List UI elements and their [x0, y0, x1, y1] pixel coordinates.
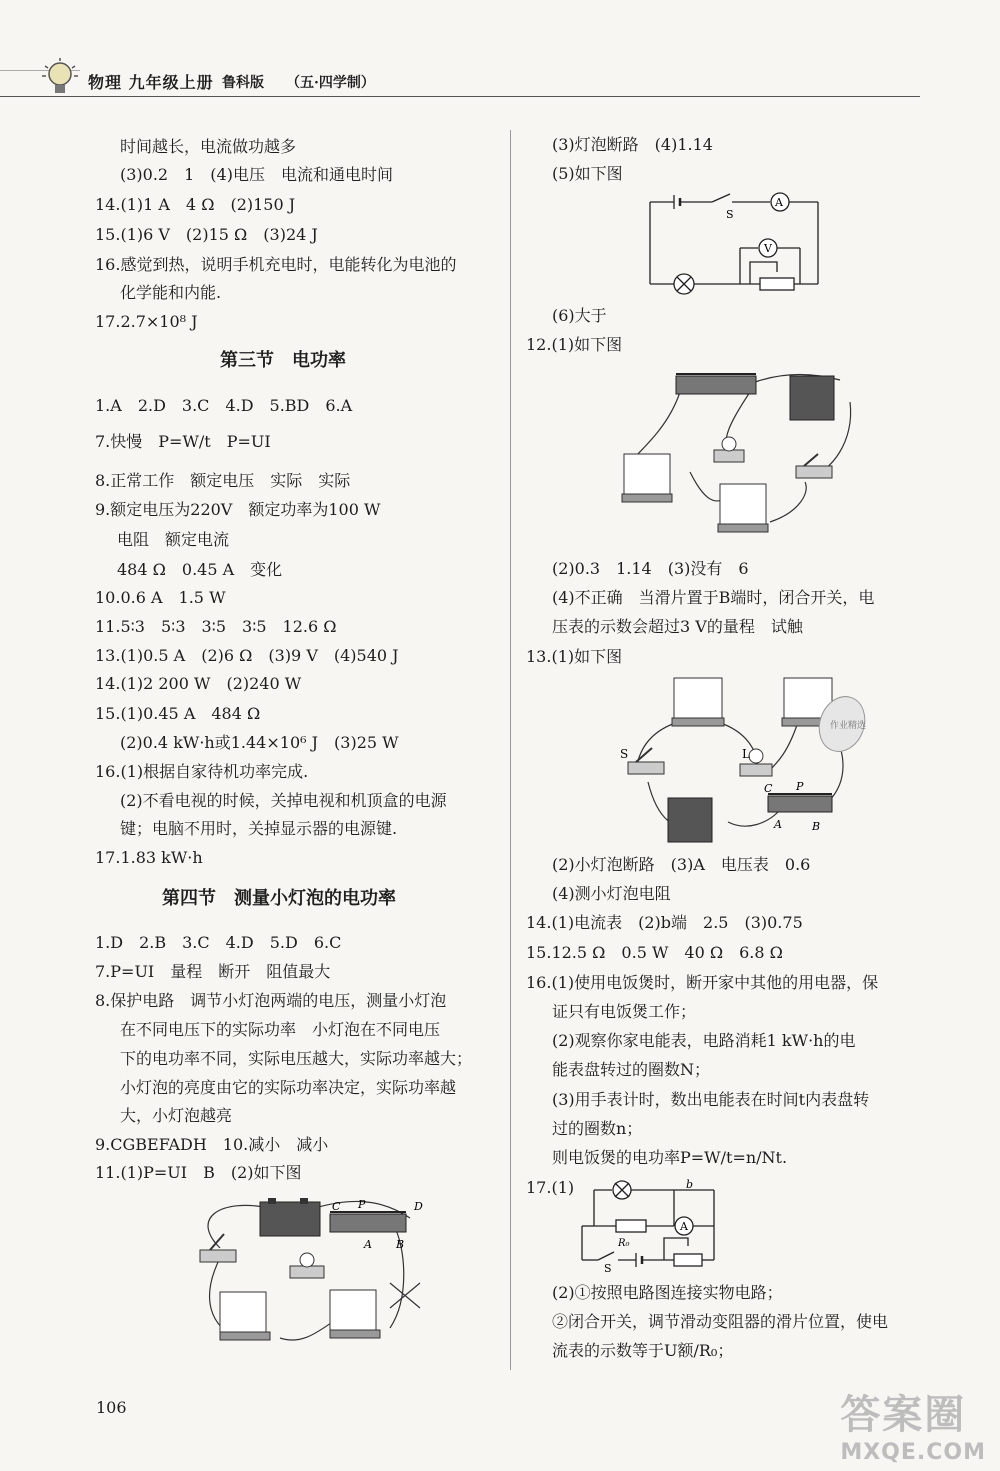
answer-line: 16.(1)根据自家待机功率完成.: [95, 762, 309, 781]
resistor-label: R₀: [618, 1238, 630, 1249]
stamp-text: 作业精选: [830, 721, 867, 731]
answer-line: 大，小灯泡越亮: [120, 1106, 233, 1125]
answer-line: 8.保护电路 调节小灯泡两端的电压，测量小灯泡: [95, 991, 447, 1010]
answer-line: 能表盘转过的圈数N；: [552, 1060, 711, 1079]
answer-line: 484 Ω 0.45 A 变化: [117, 560, 283, 579]
slider-label: P: [796, 780, 804, 793]
answer-line: 11.(1)P=UI B (2)如下图: [95, 1163, 302, 1182]
column-divider: [510, 130, 511, 1370]
answer-line: (3)灯泡断路 (4)1.14: [552, 135, 713, 154]
answer-line: 压表的示数会超过3 V的量程 试触: [552, 617, 803, 636]
watermark: [840, 1383, 986, 1465]
answer-line: 1.A 2.D 3.C 4.D 5.BD 6.A: [95, 396, 353, 415]
circuit-apparatus-figure-q11: [180, 1188, 440, 1358]
watermark-main: 答案圈: [840, 1392, 967, 1438]
answer-line: 9.CGBEFADH 10.减小 减小: [95, 1135, 329, 1154]
terminal-c-label: C: [332, 1200, 341, 1213]
answer-line: 7.P=UI 量程 断开 阻值最大: [95, 962, 331, 981]
ammeter-label: A: [680, 1220, 688, 1233]
switch-label: S: [620, 747, 629, 761]
switch-label: S: [604, 1262, 612, 1274]
terminal-b-label: B: [396, 1238, 405, 1251]
circuit-apparatus-figure-q12: [610, 362, 860, 552]
answer-line: (5)如下图: [552, 164, 623, 183]
slider-label: P: [358, 1198, 366, 1211]
answer-line: (2)小灯泡断路 (3)A 电压表 0.6: [552, 855, 811, 874]
page-header: [0, 40, 1000, 100]
circuit-apparatus-figure-q13: [618, 672, 868, 848]
answer-line: 13.(1)如下图: [526, 647, 623, 666]
answer-line: (2)0.3 1.14 (3)没有 6: [552, 559, 749, 578]
answer-line: 17.1.83 kW·h: [95, 848, 203, 867]
answer-line: 10.0.6 A 1.5 W: [95, 588, 226, 607]
lightbulb-icon: [40, 56, 80, 100]
answer-line: 小灯泡的亮度由它的实际功率决定，实际功率越: [120, 1078, 457, 1097]
answer-line: 14.(1)电流表 (2)b端 2.5 (3)0.75: [526, 913, 803, 932]
answer-line: (4)不正确 当滑片置于B端时，闭合开关，电: [552, 588, 875, 607]
voltmeter-label: V: [764, 242, 772, 255]
answer-line: 13.(1)0.5 A (2)6 Ω (3)9 V (4)540 J: [95, 646, 399, 665]
answer-line: 17.2.7×10⁸ J: [95, 312, 198, 331]
answer-line: 7.快慢 P=W/t P=UI: [95, 432, 271, 451]
answer-line: 16.感觉到热，说明手机充电时，电能转化为电池的: [95, 255, 457, 274]
answer-line: (4)测小灯泡电阻: [552, 884, 671, 903]
answer-line: 流表的示数等于U额/R₀；: [552, 1341, 734, 1360]
answer-line: (2)不看电视的时候，关掉电视和机顶盒的电源: [120, 791, 447, 810]
answer-line: (2)①按照电路图连接实物电路；: [552, 1283, 783, 1302]
ammeter-label: A: [775, 196, 783, 209]
answer-line: 9.额定电压为220V 额定功率为100 W: [95, 500, 381, 519]
answer-line: 时间越长，电流做功越多: [120, 137, 297, 156]
answer-line: (2)0.4 kW·h或1.44×10⁶ J (3)25 W: [120, 733, 399, 752]
answer-line: 8.正常工作 额定电压 实际 实际: [95, 471, 351, 490]
answer-line: (3)0.2 1 (4)电压 电流和通电时间: [120, 165, 393, 184]
answer-line: 14.(1)1 A 4 Ω (2)150 J: [95, 195, 296, 214]
node-b-label: b: [686, 1178, 694, 1191]
answer-line: 电阻 额定电流: [117, 530, 230, 549]
answer-line: 17.(1): [526, 1178, 575, 1197]
answer-line: 化学能和内能.: [120, 283, 222, 302]
header-edition: 鲁科版: [222, 75, 264, 91]
circuit-diagram-q17: [574, 1178, 734, 1274]
header-title: 物理 九年级上册: [88, 73, 214, 92]
answer-line: 则电饭煲的电功率P=W/t=n/Nt.: [552, 1148, 788, 1167]
section-title: 第三节 电功率: [220, 350, 346, 371]
watermark-url: MXQE.COM: [840, 1440, 986, 1465]
answer-line: ②闭合开关，调节滑动变阻器的滑片位置，使电: [552, 1312, 889, 1331]
terminal-d-label: D: [414, 1200, 423, 1213]
terminal-b-label: B: [812, 820, 821, 833]
section-title: 第四节 测量小灯泡的电功率: [162, 888, 396, 909]
header-rule: [0, 96, 920, 97]
answer-line: 12.(1)如下图: [526, 335, 623, 354]
answer-line: (6)大于: [552, 306, 607, 325]
terminal-a-label: A: [364, 1238, 372, 1251]
circuit-diagram-q5: [640, 188, 830, 300]
header-system: （五·四学制）: [286, 75, 375, 91]
answer-line: 15.(1)0.45 A 484 Ω: [95, 704, 261, 723]
answer-line: 15.12.5 Ω 0.5 W 40 Ω 6.8 Ω: [526, 943, 783, 962]
answer-line: 1.D 2.B 3.C 4.D 5.D 6.C: [95, 933, 342, 952]
page-number: 106: [96, 1398, 127, 1417]
answer-line: 过的圈数n；: [552, 1119, 643, 1138]
answer-line: 下的电功率不同，实际电压越大，实际功率越大；: [120, 1049, 473, 1068]
answer-line: 16.(1)使用电饭煲时，断开家中其他的用电器，保: [526, 973, 879, 992]
answer-line: 在不同电压下的实际功率 小灯泡在不同电压: [120, 1020, 441, 1039]
answer-line: (3)用手表计时，数出电能表在时间t内表盘转: [552, 1090, 870, 1109]
answer-line: 证只有电饭煲工作；: [552, 1002, 697, 1021]
switch-label: S: [726, 208, 734, 221]
answer-line: 15.(1)6 V (2)15 Ω (3)24 J: [95, 225, 318, 244]
answer-line: 11.5∶3 5∶3 3∶5 3∶5 12.6 Ω: [95, 617, 337, 636]
terminal-a-label: A: [774, 818, 782, 831]
lamp-label: L: [742, 747, 750, 761]
answer-line: 键；电脑不用时，关掉显示器的电源键.: [120, 819, 398, 838]
terminal-c-label: C: [764, 782, 773, 795]
answer-line: (2)观察你家电能表，电路消耗1 kW·h的电: [552, 1031, 856, 1050]
answer-line: 14.(1)2 200 W (2)240 W: [95, 674, 302, 693]
